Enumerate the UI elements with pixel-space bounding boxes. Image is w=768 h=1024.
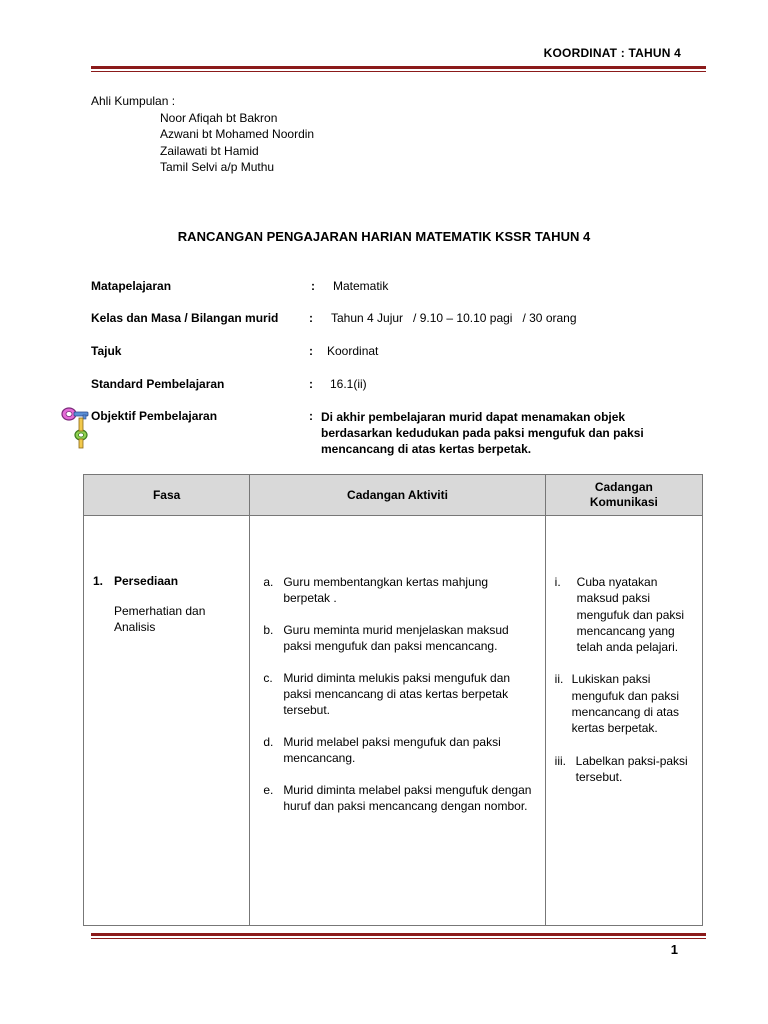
header-communication <box>545 475 702 516</box>
communication-marker: i. <box>554 575 561 589</box>
info-value-class: Tahun 4 Jujur / 9.10 – 10.10 pagi / 30 orang <box>331 311 577 325</box>
activity-marker: c. <box>263 671 273 685</box>
member-name: Zailawati bt Hamid <box>160 143 259 158</box>
member-name: Tamil Selvi a/p Muthu <box>160 160 275 174</box>
communication-text: Cuba nyatakan maksud paksi mengufuk dan paksi mencancang yang telah anda pelajari. <box>576 575 685 655</box>
list-item <box>263 782 531 814</box>
phase-heading <box>93 574 248 588</box>
info-value-standard: 16.1(ii) <box>330 377 367 391</box>
info-colon: : <box>309 377 313 391</box>
header-communication-label: Cadangan Komunikasi <box>589 480 658 509</box>
communication-cell <box>545 516 702 926</box>
phase-name: Persediaan <box>114 574 179 588</box>
communication-marker: iii. <box>554 753 566 768</box>
communication-text: Labelkan paksi-paksi tersebut. <box>575 753 688 784</box>
activity-text: Guru membentangkan kertas mahjung berpetak . <box>283 575 489 605</box>
phase-number: 1. <box>93 574 104 588</box>
list-item <box>555 753 695 786</box>
info-label-subject: Matapelajaran <box>91 279 172 293</box>
list-item <box>263 734 531 766</box>
lesson-plan-table <box>83 474 703 926</box>
activity-marker: d. <box>263 735 274 749</box>
header-rule-thin <box>91 71 706 72</box>
info-colon: : <box>309 409 313 423</box>
communication-text: Lukiskan paksi mengufuk dan paksi mencancang di atas kertas berpetak. <box>571 672 680 736</box>
member-name: Noor Afiqah bt Bakron <box>160 110 278 125</box>
group-members <box>91 93 314 176</box>
document-title: RANCANGAN PENGAJARAN HARIAN MATEMATIK KSSR TAHUN 4 <box>177 229 591 244</box>
info-colon: : <box>311 279 315 293</box>
member-name: Azwani bt Mohamed Noordin <box>160 127 315 141</box>
phase-subtitle: Pemerhatian dan Analisis <box>114 604 206 634</box>
header-phase: Fasa <box>84 475 250 516</box>
activity-text: Murid diminta melukis paksi mengufuk dan paksi mencancang di atas kertas berpetak tersebut. <box>283 671 511 717</box>
activity-marker: b. <box>263 623 274 637</box>
activity-text: Guru meminta murid menjelaskan maksud paksi mengufuk dan paksi mencancang. <box>283 623 509 653</box>
info-value-topic: Koordinat <box>327 344 379 358</box>
info-colon: : <box>309 311 313 325</box>
communication-marker: ii. <box>554 672 564 687</box>
info-label-standard: Standard Pembelajaran <box>91 377 225 391</box>
header-title: KOORDINAT : TAHUN 4 <box>543 46 681 60</box>
activity-marker: e. <box>263 783 274 797</box>
table-row <box>84 516 703 926</box>
list-item <box>555 574 695 655</box>
activity-text: Murid diminta melabel paksi mengufuk dengan huruf dan paksi mencancang dengan nombor. <box>283 783 532 813</box>
members-label: Ahli Kumpulan : <box>91 94 176 108</box>
list-item <box>263 670 531 718</box>
page-number: 1 <box>670 942 678 957</box>
list-item <box>263 574 531 606</box>
info-label-class: Kelas dan Masa / Bilangan murid <box>91 311 279 325</box>
list-item <box>263 622 531 654</box>
phase-cell <box>84 516 250 926</box>
activity-marker: a. <box>263 575 274 589</box>
footer-rule-thick <box>91 933 706 936</box>
header-rule-thick <box>91 66 706 69</box>
table-header-row <box>84 475 703 516</box>
info-label-objective: Objektif Pembelajaran <box>91 409 218 423</box>
list-item <box>555 671 695 736</box>
activity-text: Murid melabel paksi mengufuk dan paksi mencancang. <box>283 735 501 765</box>
header-activity: Cadangan Aktiviti <box>250 475 545 516</box>
info-value-subject: Matematik <box>333 279 389 293</box>
info-value-objective: Di akhir pembelajaran murid dapat menamakan objek berdasarkan kedudukan pada paksi mengufuk dan paksi mencancang di atas kertas berpetak. <box>321 410 644 456</box>
info-colon: : <box>309 344 313 358</box>
activity-cell <box>250 516 545 926</box>
footer-rule-thin <box>91 938 706 939</box>
info-label-topic: Tajuk <box>91 344 122 358</box>
